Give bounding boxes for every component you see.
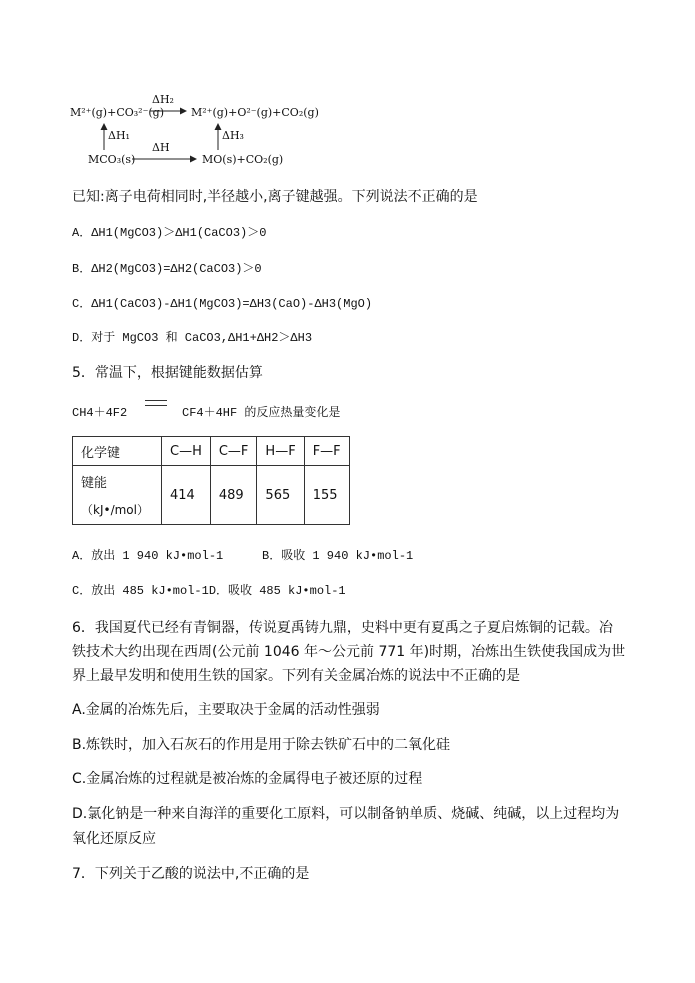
diagram-dh1-label: ΔH₁	[108, 129, 130, 142]
q5-options-cd: C．放出 485 kJ•mol-1D．吸收 485 kJ•mol-1	[72, 584, 346, 598]
diagram-bottom-right: MO(s)+CO₂(g)	[202, 153, 284, 166]
diagram-top-left: M²⁺(g)+CO₃²⁻(g)	[70, 106, 165, 119]
q4-option-a: A．ΔH1(MgCO3)＞ΔH1(CaCO3)＞0	[72, 226, 267, 240]
q5-option-a: A．放出 1 940 kJ•mol-1	[72, 549, 224, 563]
table-row-label	[73, 466, 162, 525]
q5-stem: 5．常温下，根据键能数据估算	[72, 365, 263, 381]
diagram-bottom-left: MCO₃(s)	[88, 153, 136, 166]
q5-option-b: B．吸收 1 940 kJ•mol-1	[262, 549, 414, 563]
q6-option-c: C.金属冶炼的过程就是被冶炼的金属得电子被还原的过程	[72, 771, 423, 787]
table-cell: 565	[257, 466, 304, 525]
row-label-line-1: 键能	[81, 476, 108, 491]
q4-option-b: B．ΔH2(MgCO3)=ΔH2(CaCO3)＞0	[72, 262, 262, 276]
q6-option-b: B.炼铁时，加入石灰石的作用是用于除去铁矿石中的二氧化硅	[72, 737, 451, 753]
q5-equation-left: CH4＋4F2	[72, 406, 128, 420]
table-header-cell: 化学键	[73, 437, 162, 466]
q6-stem-line-1: 6．我国夏代已经有青铜器，传说夏禹铸九鼎，史料中更有夏禹之子夏启炼铜的记载。冶	[72, 620, 613, 636]
q4-stem: 已知:离子电荷相同时,半径越小,离子键越强。下列说法不正确的是	[72, 189, 478, 205]
table-header-cell: F—F	[304, 437, 349, 466]
diagram-arrows	[0, 0, 300, 175]
q6-option-d-line-1: D.氯化钠是一种来自海洋的重要化工原料，可以制备钠单质、烧碱、纯碱，以上过程均为	[72, 806, 620, 822]
q6-stem-line-3: 界上最早发明和使用生铁的国家。下列有关金属冶炼的说法中不正确的是	[72, 668, 520, 684]
table-header-cell: H—F	[257, 437, 304, 466]
table-header-row	[73, 437, 350, 466]
table-header-cell: C—H	[162, 437, 211, 466]
diagram-dh2-label: ΔH₂	[152, 93, 174, 106]
diagram-dh3-label: ΔH₃	[222, 129, 244, 142]
bond-energy-table	[72, 436, 350, 525]
q4-option-d: D．对于 MgCO3 和 CaCO3,ΔH1+ΔH2＞ΔH3	[72, 331, 313, 345]
q7-stem: 7．下列关于乙酸的说法中,不正确的是	[72, 866, 310, 882]
q6-option-d-line-2: 氧化还原反应	[72, 831, 156, 847]
table-cell: 414	[162, 466, 211, 525]
table-cell: 489	[210, 466, 257, 525]
q5-equation-right: CF4＋4HF 的反应热量变化是	[182, 406, 341, 420]
row-label-line-2: （kJ•/mol）	[81, 503, 149, 517]
table-row	[73, 466, 350, 525]
diagram-top-right: M²⁺(g)+O²⁻(g)+CO₂(g)	[191, 106, 319, 119]
q6-option-a: A.金属的冶炼先后，主要取决于金属的活动性强弱	[72, 702, 380, 718]
table-cell: 155	[304, 466, 349, 525]
q4-option-c: C．ΔH1(CaCO3)-ΔH1(MgCO3)=ΔH3(CaO)-ΔH3(MgO)	[72, 297, 373, 311]
equation-equals-sign	[145, 400, 167, 406]
q6-stem-line-2: 铁技术大约出现在西周(公元前 1046 年～公元前 771 年)时期，冶炼出生铁使我国成为世	[72, 644, 626, 660]
diagram-dh-label: ΔH	[152, 141, 170, 154]
table-header-cell: C—F	[210, 437, 257, 466]
